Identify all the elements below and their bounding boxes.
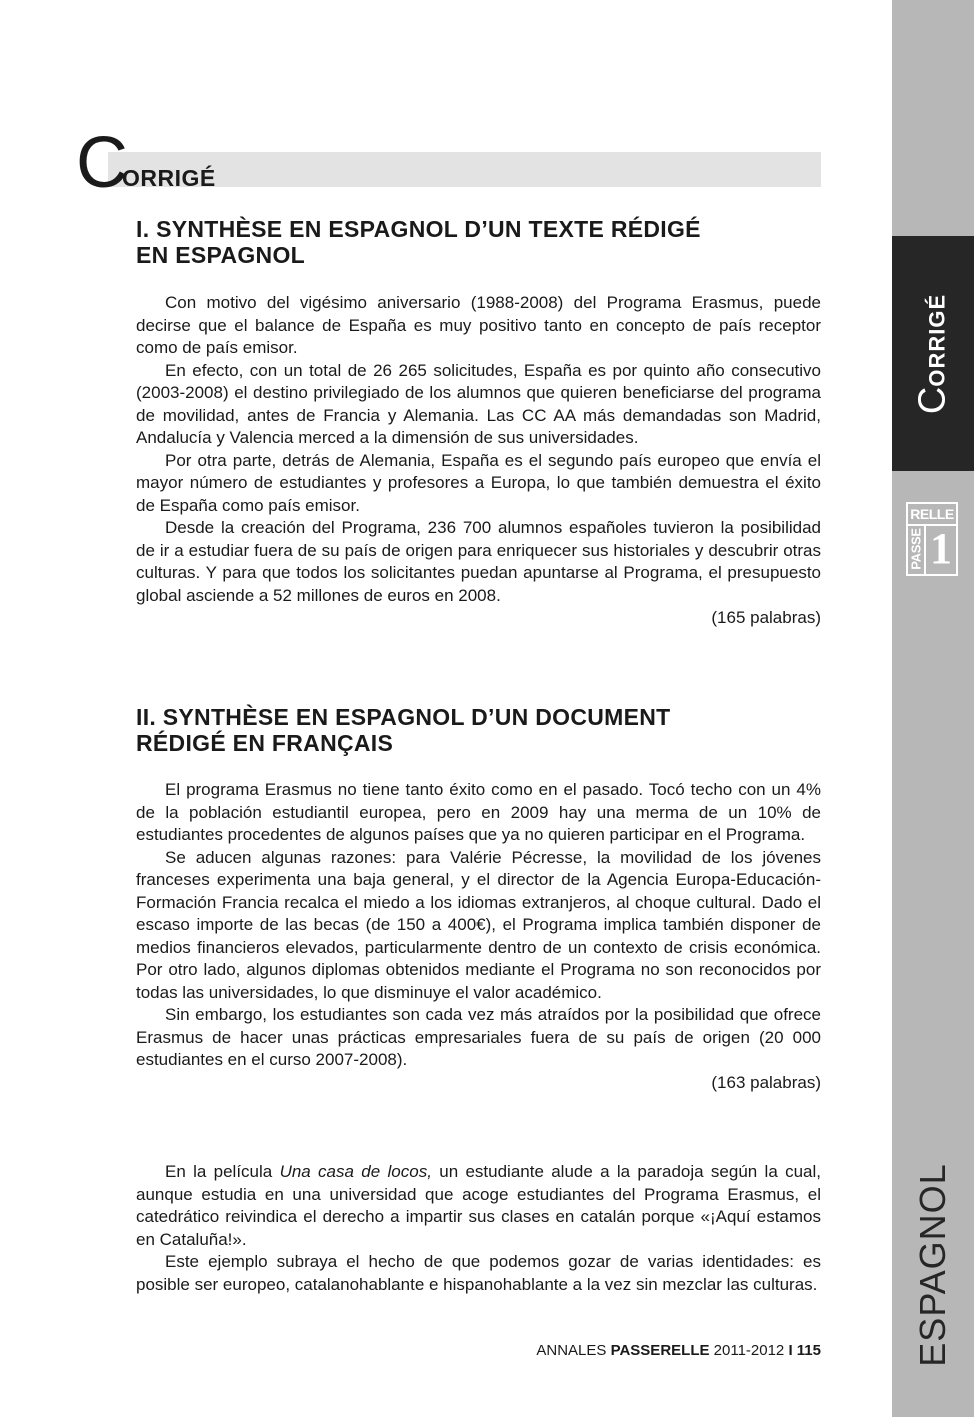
section2-paragraph: Se aducen algunas razones: para Valérie Pécresse, la movilidad de los jóvenes franceses experimenta una baja general, y el director de la Agencia Europa-Educación-Formación Francia recalca el miedo a los idiomas extranjeros, al choque cultural. Dado el escaso importe de las becas (de 150 a 400€), el Programa implica también disponer de medios financieros elevados, particularmente dentro de un contexto de crisis económica. Por otro lado, algunos diplomas obtenidos mediante el Programa no son reconocidos por todas las universidades, lo que disminuye el valor académico. (136, 847, 821, 1002)
section1-paragraph: En efecto, con un total de 26 265 solicitudes, España es por quinto año consecutivo (2003-2008) el destino privilegiado de los alumnos que quieren beneficiarse del programa de movilidad, antes de Francia y Alemania. Las CC AA más demandadas son Madrid, Andalucía y Valencia merced a la dimensión de sus universidades. (136, 360, 821, 447)
footer-separator: I (788, 1342, 793, 1359)
section2-body (136, 779, 821, 1094)
logo-number: 1 (930, 524, 952, 573)
footer-passerelle: PASSERELLE (610, 1342, 710, 1359)
logo-passe-text: PASSE (908, 528, 924, 570)
section1-paragraph: Desde la creación del Programa, 236 700 alumnos españoles tuvieron la posibilidad de ir a estudiar fuera de su país de origen para enriquecer sus historiales y descubrir otras culturas. Y para que todos los solicitantes puedan apuntarse al Programa, el presupuesto global asciende a 52 millones de euros en 2008. (136, 518, 821, 605)
side-espagnol-text: ESPAGNOL (912, 1163, 953, 1367)
section2-heading (136, 704, 826, 756)
section1-body (136, 292, 821, 630)
film-title: Una casa de locos, (279, 1162, 432, 1181)
section1-heading (136, 216, 826, 268)
side-corrige-rest: ORRIGÉ (924, 293, 950, 387)
section3-paragraph: Este ejemplo subraya el hecho de que podemos gozar de varias identidades: es posible ser europeo, catalanohablante e hispanohablante a la vez sin mezclar las culturas. (136, 1252, 821, 1294)
section3-text: En la película (165, 1162, 280, 1181)
section3-body (136, 1161, 821, 1296)
section2-heading-line2: RÉDIGÉ EN FRANÇAIS (136, 730, 394, 756)
logo-relle: RELLE (908, 504, 956, 526)
section2-word-count: (163 palabras) (711, 1072, 821, 1092)
section2-paragraph: El programa Erasmus no tiene tanto éxito como en el pasado. Tocó techo con un 4% de la población estudiantil europea, pero en 2009 hay una merma de un 10% de estudiantes procedentes de algunos países que ya no quieren participar en el Programa. (136, 780, 821, 844)
section2-heading-line1: II. SYNTHÈSE EN ESPAGNOL D’UN DOCUMENT (136, 704, 671, 730)
logo-passe (908, 524, 926, 574)
page-number: 115 (796, 1342, 821, 1359)
section1-paragraph: Con motivo del vigésimo aniversario (1988-2008) del Programa Erasmus, puede decirse que el balance de España es muy positivo tanto en concepto de país receptor como de país emisor. (136, 293, 821, 357)
section1-paragraph: Por otra parte, detrás de Alemania, España es el segundo país europeo que envía el mayor número de estudiantes y profesores a Europa, lo que también demuestra el éxito de España como país emisor. (136, 450, 821, 515)
side-corrige-initial: C (911, 386, 954, 415)
corrige-title: ORRIGÉ (122, 165, 216, 191)
section1-heading-line2: EN ESPAGNOL (136, 242, 306, 268)
footer-year: 2011-2012 (709, 1342, 789, 1359)
section2-paragraph: Sin embargo, los estudiantes son cada vez más atraídos por la posibilidad que ofrece Erasmus de hacer unas prácticas empresariales fuera de su país de origen (20 000 estudiantes en el curso 2007-2008). (136, 1005, 821, 1069)
section1-word-count: (165 palabras) (711, 608, 821, 627)
section3-paragraph (136, 1161, 821, 1251)
section1-heading-line1: I. SYNTHÈSE EN ESPAGNOL D’UN TEXTE RÉDIGÉ (136, 216, 701, 242)
section3-text: un estudiante alude a la paradoja según la cual, aunque estudia en una universidad que acoge estudiantes del Programa Erasmus, el catedrático reivindica el derecho a impartir sus clases en catalán porque «¡Aquí estamos en Cataluña!». (136, 1162, 821, 1249)
footer-annales: ANNALES (536, 1342, 611, 1359)
passerelle-logo (906, 502, 958, 576)
page-footer (536, 1342, 821, 1359)
corrige-initial: C (76, 123, 128, 203)
